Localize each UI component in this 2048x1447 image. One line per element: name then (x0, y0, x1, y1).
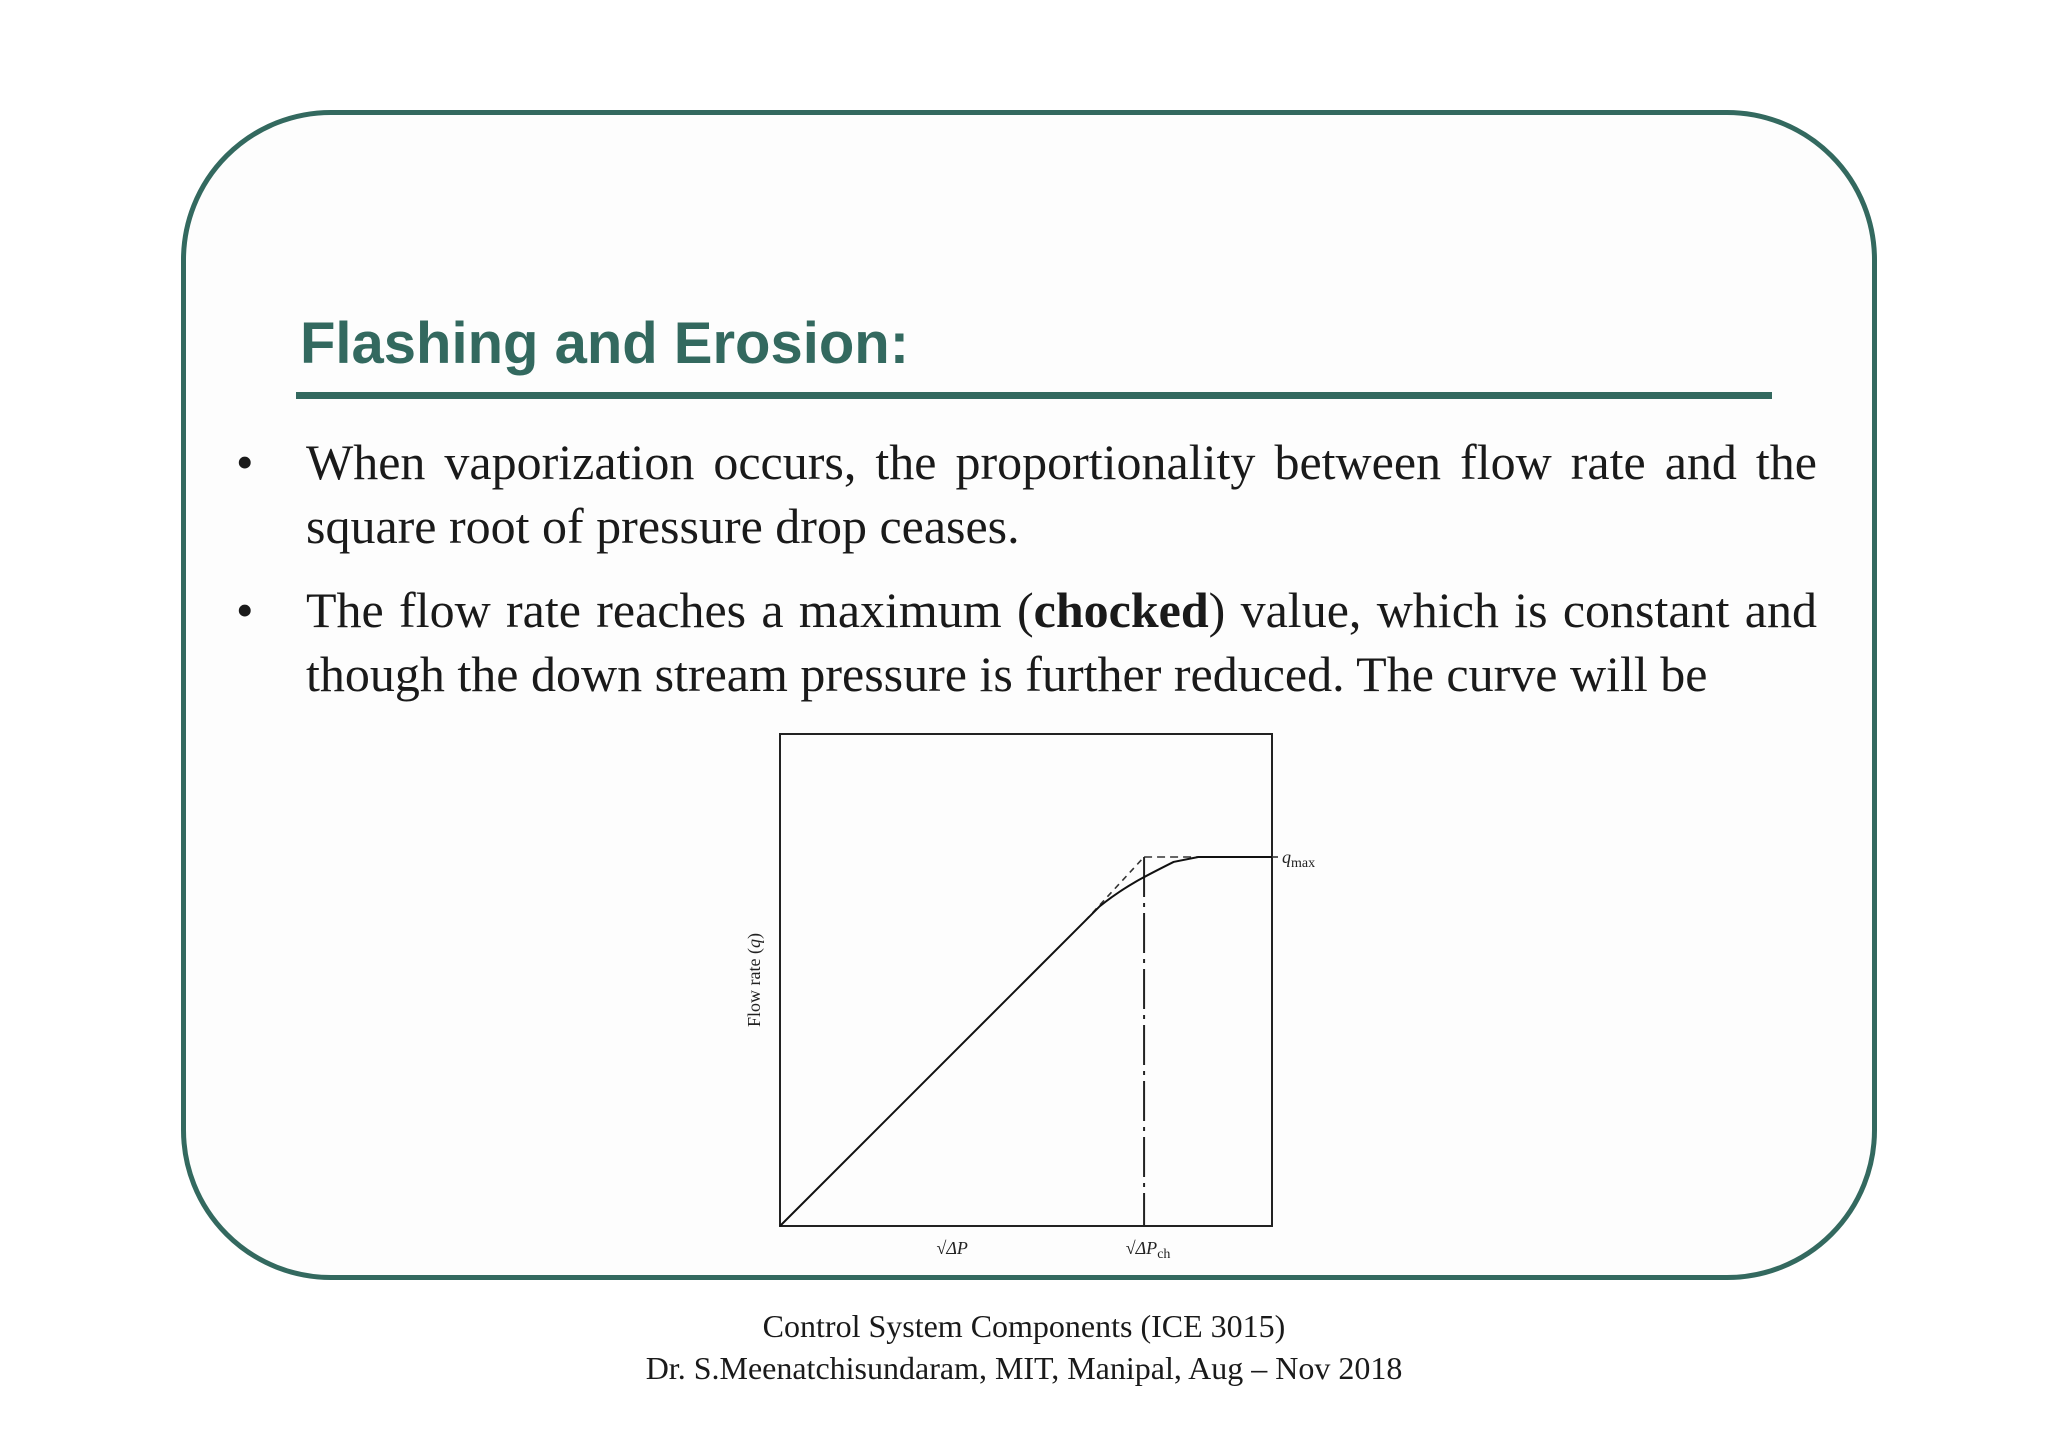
bullet-item (232, 578, 1817, 706)
bullet-item (232, 430, 1817, 558)
bullet-marker: • (236, 434, 254, 490)
flow-rate-chart (720, 720, 1360, 1280)
bullet-list (232, 430, 1817, 726)
bold-term: chocked (1033, 582, 1209, 638)
bullet-text-end: ) value, which is constant and though the down stream pressure is further reduced. The curve will be (306, 582, 1817, 702)
bullet-text: When vaporization occurs, the proportionality between flow rate and the square root of pressure drop ceases. (306, 434, 1817, 554)
x-tick-label-sqrt-dp-ch: √ΔPch (1125, 1238, 1171, 1262)
qmax-label: qmax (1282, 847, 1316, 871)
bullet-text-start: The flow rate reaches a maximum ( (306, 582, 1034, 638)
flow-rate-curve (780, 857, 1272, 1226)
bullet-marker: • (236, 582, 254, 638)
x-tick-label-sqrt-dp: √ΔP (936, 1238, 968, 1258)
y-axis-label: Flow rate (q) (744, 933, 764, 1027)
footer-course: Control System Components (ICE 3015) (762, 1308, 1286, 1344)
title-underline (296, 392, 1772, 399)
footer-author: Dr. S.Meenatchisundaram, MIT, Manipal, Aug – Nov 2018 (645, 1350, 1403, 1386)
slide-title: Flashing and Erosion: (300, 311, 910, 376)
